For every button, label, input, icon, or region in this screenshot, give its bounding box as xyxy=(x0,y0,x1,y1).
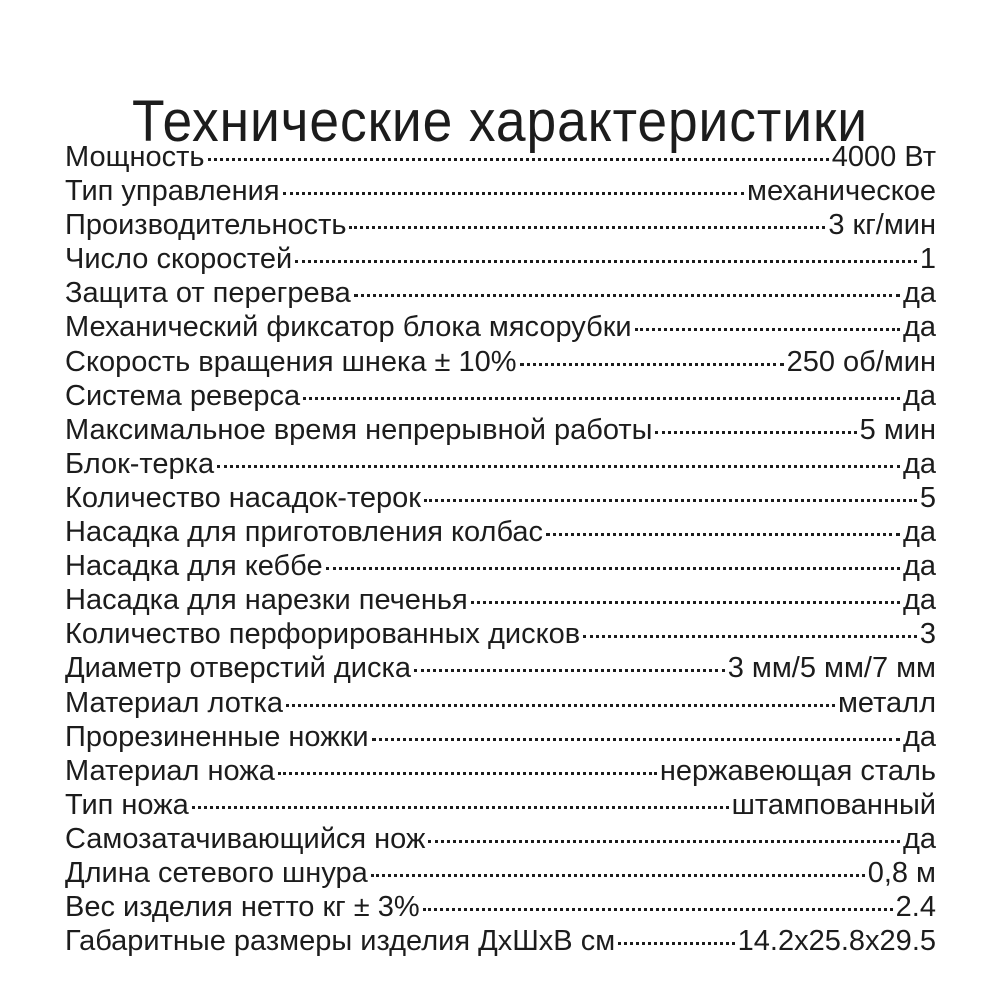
dotted-leader xyxy=(286,704,835,707)
dotted-leader xyxy=(192,806,729,809)
spec-label: Система реверса xyxy=(65,379,301,412)
spec-row xyxy=(65,413,936,447)
spec-row xyxy=(65,379,936,413)
dotted-leader xyxy=(423,908,893,911)
dotted-leader xyxy=(372,738,900,741)
spec-row xyxy=(65,242,936,276)
spec-row xyxy=(65,310,936,344)
spec-value: 3 мм/5 мм/7 мм xyxy=(727,652,936,685)
spec-label: Тип ножа xyxy=(65,788,189,821)
dotted-leader xyxy=(635,328,900,331)
spec-label: Насадка для нарезки печенья xyxy=(65,584,468,617)
spec-value: металл xyxy=(837,686,936,719)
dotted-leader xyxy=(349,226,825,229)
spec-value: штампованный xyxy=(731,788,936,821)
spec-row xyxy=(65,174,936,208)
spec-label: Насадка для приготовления колбас xyxy=(65,516,544,549)
spec-value: механическое xyxy=(747,175,936,208)
spec-row xyxy=(65,720,936,754)
spec-label: Производительность xyxy=(65,209,347,242)
spec-row xyxy=(65,276,936,310)
spec-value: да xyxy=(902,720,936,753)
dotted-leader xyxy=(424,499,917,502)
spec-row xyxy=(65,208,936,242)
spec-row xyxy=(65,822,936,856)
spec-value: да xyxy=(902,516,936,549)
spec-label: Мощность xyxy=(65,141,205,173)
spec-list xyxy=(65,140,936,958)
spec-value: да xyxy=(902,584,936,617)
spec-label: Габаритные размеры изделия ДхШхВ см xyxy=(65,925,616,958)
spec-row xyxy=(65,447,936,481)
spec-label: Защита от перегрева xyxy=(65,277,351,310)
dotted-leader xyxy=(295,260,917,263)
spec-label: Длина сетевого шнура xyxy=(65,856,368,889)
spec-row xyxy=(65,686,936,720)
spec-label: Механический фиксатор блока мясорубки xyxy=(65,311,632,344)
spec-row xyxy=(65,788,936,822)
spec-label: Максимальное время непрерывной работы xyxy=(65,413,653,446)
spec-label: Число скоростей xyxy=(65,243,293,276)
spec-value: 250 об/мин xyxy=(786,345,936,378)
spec-value: 5 мин xyxy=(859,413,936,446)
spec-label: Прорезиненные ножки xyxy=(65,720,369,753)
dotted-leader xyxy=(303,397,900,400)
spec-label: Вес изделия нетто кг ± 3% xyxy=(65,891,420,924)
spec-value: да xyxy=(902,277,936,310)
dotted-leader xyxy=(618,942,735,945)
spec-row xyxy=(65,140,936,174)
spec-row xyxy=(65,890,936,924)
spec-value: да xyxy=(902,311,936,344)
spec-value: да xyxy=(902,550,936,583)
spec-value: да xyxy=(902,822,936,855)
spec-value: да xyxy=(902,379,936,412)
spec-label: Блок-терка xyxy=(65,447,215,480)
spec-label: Скорость вращения шнека ± 10% xyxy=(65,345,517,378)
spec-value: 5 xyxy=(919,481,936,514)
spec-value: 2.4 xyxy=(895,891,936,924)
spec-value: 14.2x25.8x29.5 xyxy=(737,925,936,958)
dotted-leader xyxy=(354,294,900,297)
spec-value: 3 xyxy=(919,618,936,651)
spec-label: Тип управления xyxy=(65,175,280,208)
page-title: Технические характеристики xyxy=(132,88,868,154)
spec-row xyxy=(65,515,936,549)
spec-row xyxy=(65,583,936,617)
dotted-leader xyxy=(520,363,784,366)
dotted-leader xyxy=(326,567,900,570)
dotted-leader xyxy=(217,465,900,468)
dotted-leader xyxy=(428,840,900,843)
spec-value: 4000 Вт xyxy=(831,141,936,173)
spec-label: Материал лотка xyxy=(65,686,283,719)
spec-row xyxy=(65,856,936,890)
spec-value: да xyxy=(902,447,936,480)
spec-row xyxy=(65,924,936,958)
spec-row xyxy=(65,345,936,379)
dotted-leader xyxy=(208,158,829,161)
spec-row xyxy=(65,549,936,583)
spec-label: Насадка для кеббе xyxy=(65,550,323,583)
spec-label: Количество насадок-терок xyxy=(65,481,421,514)
dotted-leader xyxy=(546,533,900,536)
spec-row xyxy=(65,617,936,651)
dotted-leader xyxy=(655,431,856,434)
dotted-leader xyxy=(278,772,657,775)
spec-label: Материал ножа xyxy=(65,754,275,787)
dotted-leader xyxy=(371,874,865,877)
dotted-leader xyxy=(283,192,744,195)
spec-value: нержавеющая сталь xyxy=(659,754,936,787)
spec-row xyxy=(65,754,936,788)
spec-label: Диаметр отверстий диска xyxy=(65,652,411,685)
spec-row xyxy=(65,651,936,685)
spec-label: Количество перфорированных дисков xyxy=(65,618,581,651)
spec-value: 3 кг/мин xyxy=(828,209,936,242)
dotted-leader xyxy=(583,635,917,638)
dotted-leader xyxy=(471,601,900,604)
dotted-leader xyxy=(414,669,725,672)
spec-value: 1 xyxy=(919,243,936,276)
spec-label: Самозатачивающийся нож xyxy=(65,822,426,855)
spec-row xyxy=(65,481,936,515)
spec-value: 0,8 м xyxy=(867,856,936,889)
